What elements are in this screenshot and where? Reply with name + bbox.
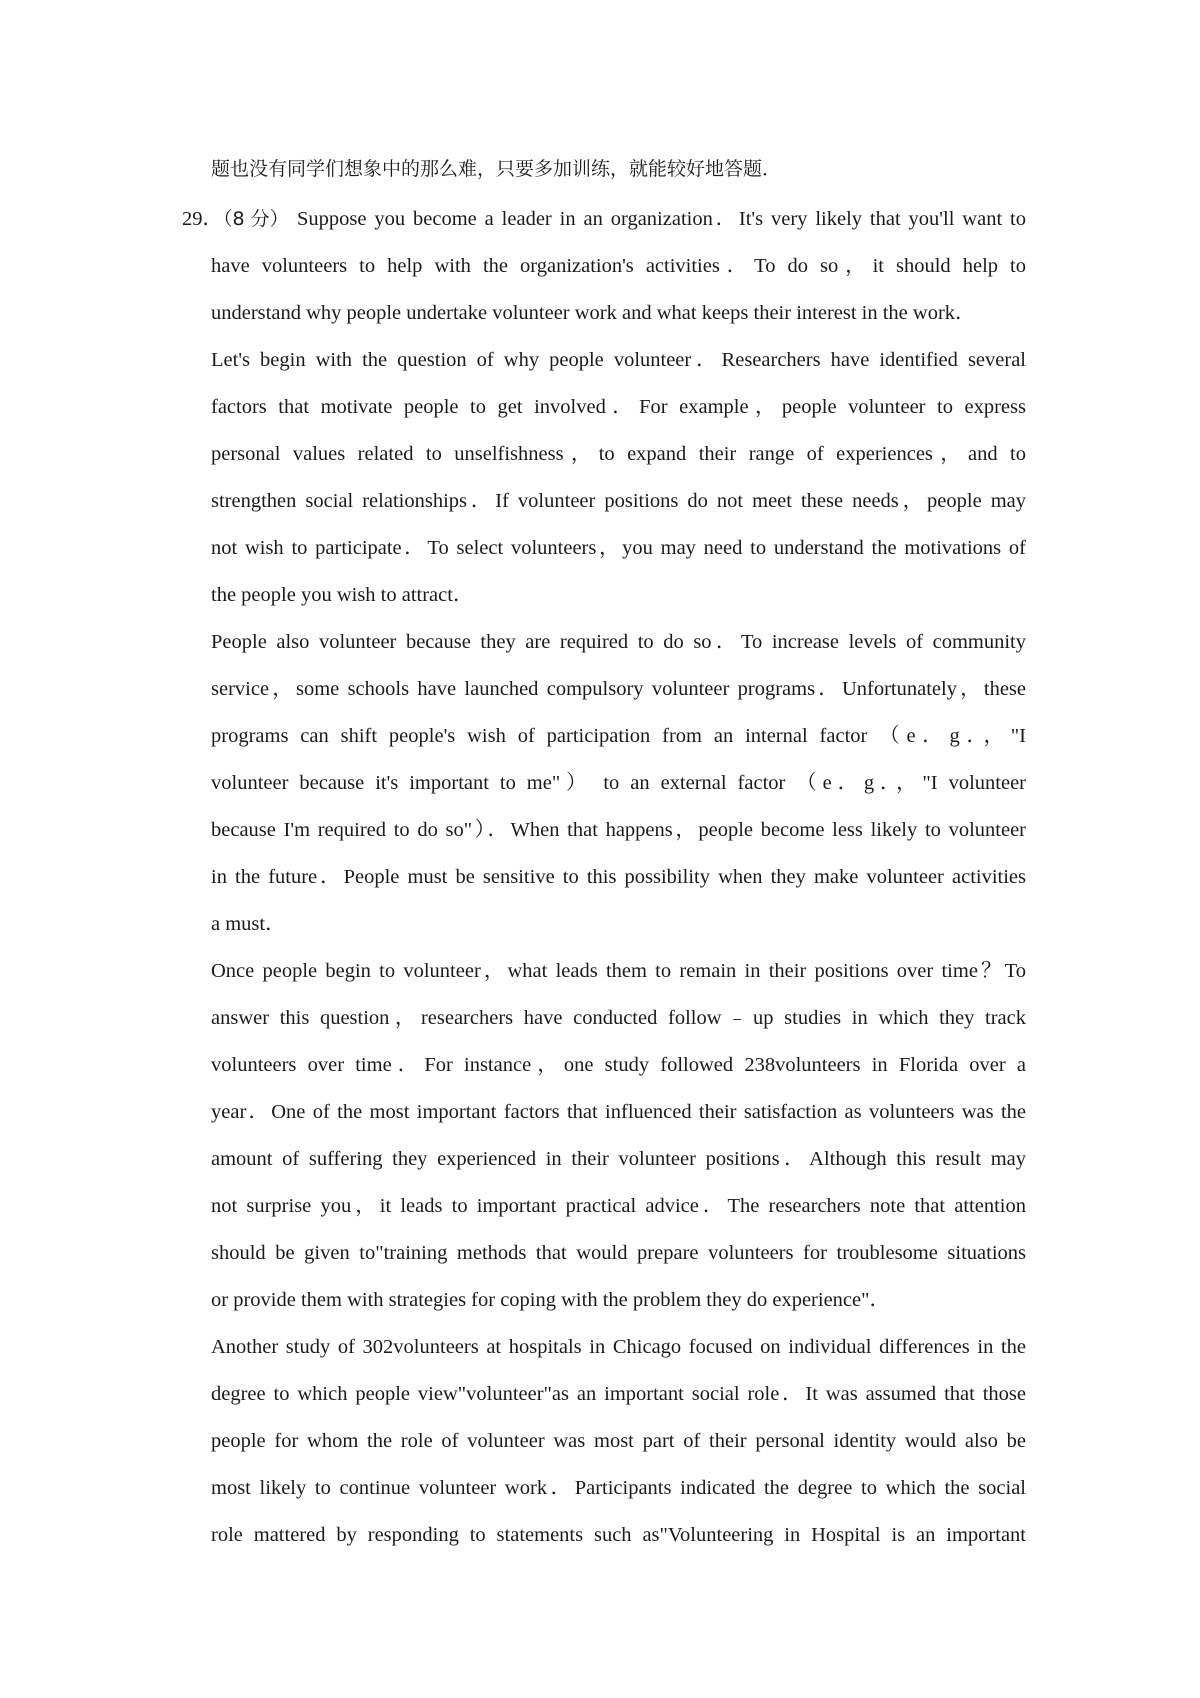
- passage-line: service，some schools have launched compulsory volunteer programs．Unfortunately，these: [211, 678, 1026, 700]
- question-score: （8 分）: [223, 208, 289, 230]
- passage-line: amount of suffering they experienced in their volunteer positions．Although this result may: [211, 1148, 1026, 1170]
- passage-line: have volunteers to help with the organization's activities．To do so，it should help to: [211, 255, 1026, 277]
- passage-line: should be given to"training methods that would prepare volunteers for troublesome situations: [211, 1242, 1026, 1264]
- passage-line: Suppose you become a leader in an organization．It's very likely that you'll want to: [297, 208, 1026, 230]
- passage-line: programs can shift people's wish of participation from an internal factor （e．g．，"I: [211, 725, 1026, 747]
- passage-line: a must．: [211, 913, 286, 935]
- passage-line: Once people begin to volunteer，what leads them to remain in their positions over time？To: [211, 960, 1026, 982]
- passage-line: not wish to participate．To select volunteers，you may need to understand the motivations of: [211, 537, 1026, 559]
- passage-line: understand why people undertake volunteer work and what keeps their interest in the work．: [211, 302, 976, 324]
- passage-line: answer this question，researchers have conducted follow﹣up studies in which they track: [211, 1007, 1026, 1029]
- passage-line: because I'm required to do so"）．When that happens，people become less likely to volunteer: [211, 819, 1026, 841]
- analysis-carryover-line: 题也没有同学们想象中的那么难，只要多加训练，就能较好地答题．: [211, 158, 782, 180]
- passage-line: factors that motivate people to get involved．For example，people volunteer to express: [211, 396, 1026, 418]
- passage-line: year．One of the most important factors that influenced their satisfaction as volunteers was the: [211, 1101, 1026, 1123]
- passage-line: Let's begin with the question of why people volunteer．Researchers have identified several: [211, 349, 1026, 371]
- passage-line: volunteer because it's important to me"） to an external factor （e．g．，"I volunteer: [211, 772, 1026, 794]
- question-number-label: 29．: [182, 208, 223, 230]
- passage-line: most likely to continue volunteer work．Participants indicated the degree to which the social: [211, 1477, 1026, 1499]
- passage-line: degree to which people view"volunteer"as an important social role．It was assumed that those: [211, 1383, 1026, 1405]
- passage-line: not surprise you，it leads to important practical advice．The researchers note that attention: [211, 1195, 1026, 1217]
- passage-line: People also volunteer because they are required to do so．To increase levels of community: [211, 631, 1026, 653]
- passage-line: personal values related to unselfishness，to expand their range of experiences，and to: [211, 443, 1026, 465]
- passage-line: the people you wish to attract．: [211, 584, 474, 606]
- passage-line: volunteers over time．For instance，one study followed 238volunteers in Florida over a: [211, 1054, 1026, 1076]
- passage-line: strengthen social relationships．If volunteer positions do not meet these needs，people may: [211, 490, 1026, 512]
- passage-line: role mattered by responding to statements such as"Volunteering in Hospital is an important: [211, 1524, 1026, 1546]
- passage-line: in the future．People must be sensitive to this possibility when they make volunteer activities: [211, 866, 1026, 888]
- passage-line: or provide them with strategies for coping with the problem they do experience"．: [211, 1289, 890, 1311]
- passage-line: Another study of 302volunteers at hospitals in Chicago focused on individual differences in the: [211, 1336, 1026, 1358]
- question-number: [182, 206, 289, 232]
- passage-line: people for whom the role of volunteer was most part of their personal identity would also be: [211, 1430, 1026, 1452]
